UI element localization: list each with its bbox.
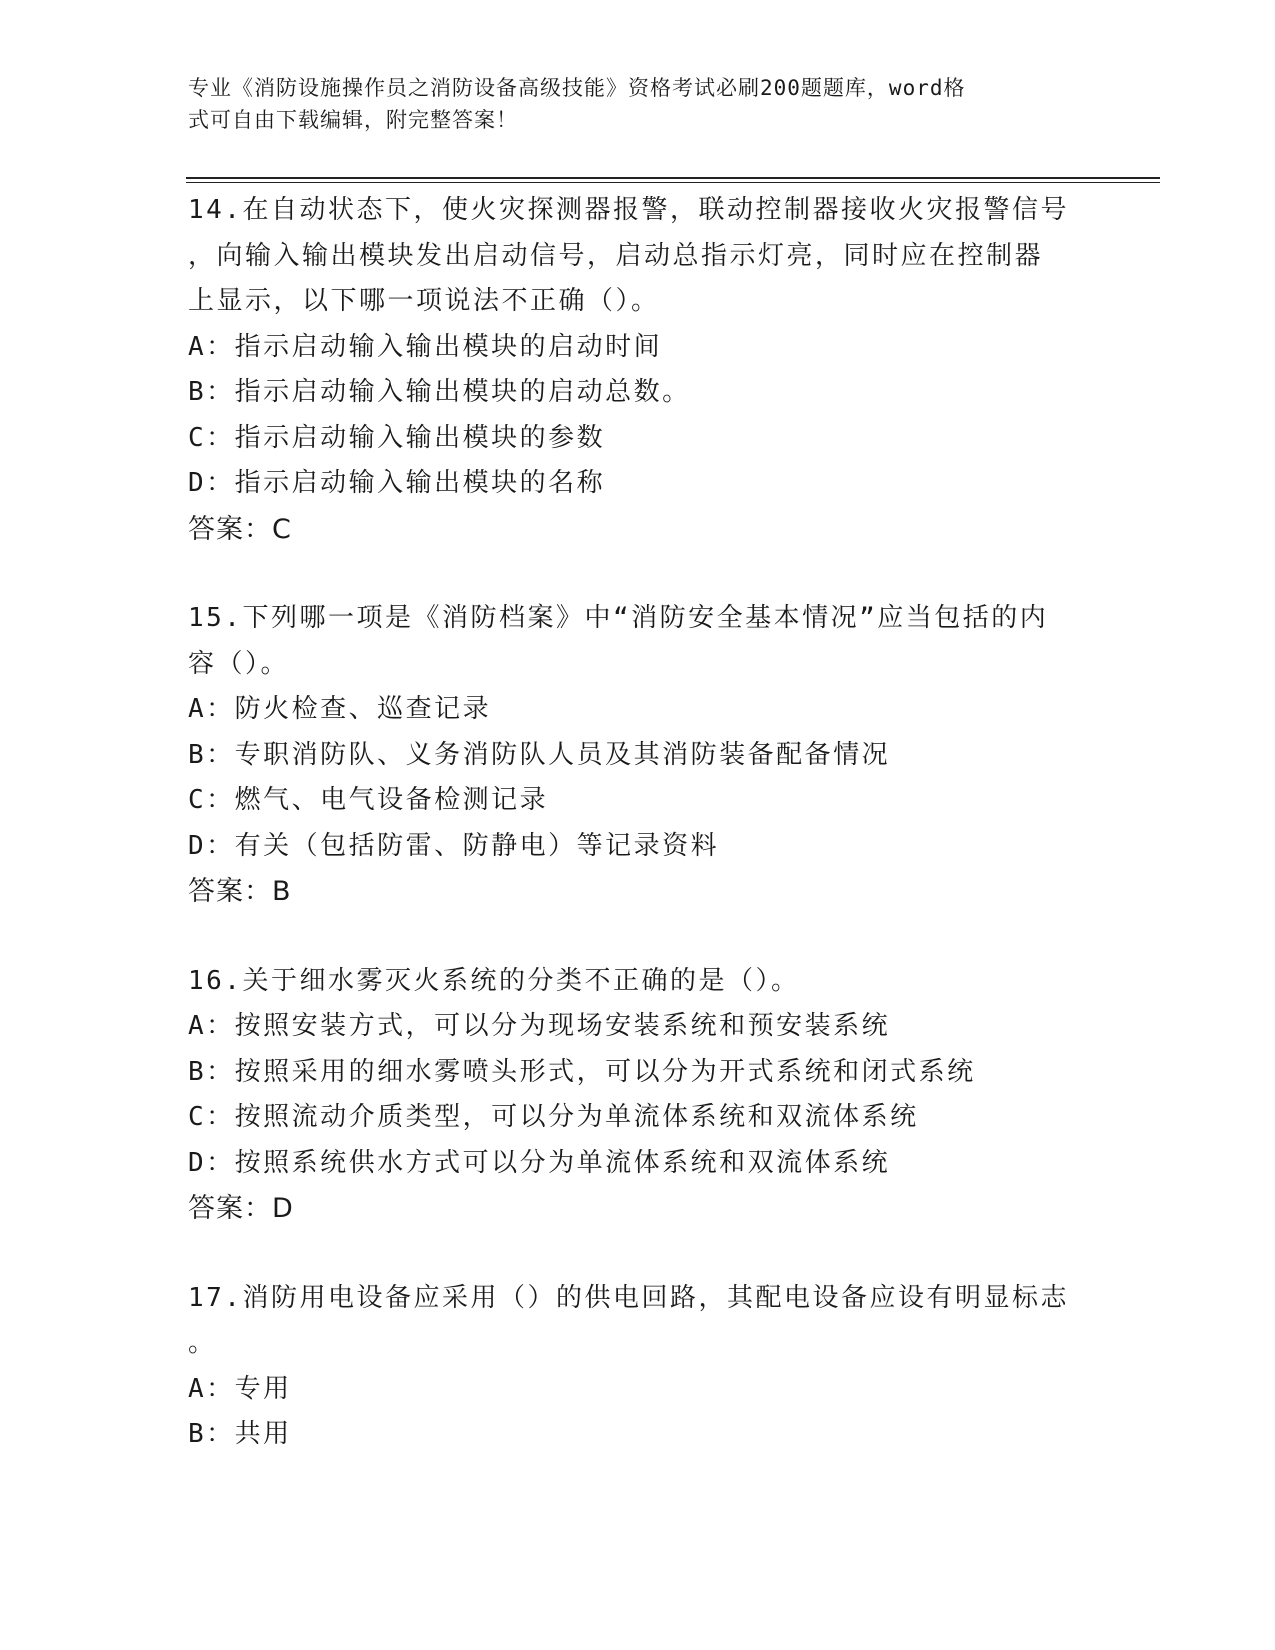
question-stem-line: 容（）。 [188, 648, 290, 679]
question-stem-line: 上显示，以下哪一项说法不正确（）。 [188, 286, 660, 316]
option-a: A：防火检查、巡查记录 [188, 694, 492, 724]
question-stem-line: 16.关于细水雾灭火系统的分类不正确的是（）。 [188, 965, 800, 996]
question-stem-line: 14.在自动状态下，使火灾探测器报警，联动控制器接收火灾报警信号 [188, 195, 1069, 225]
header-line-2: 式可自由下载编辑，附完整答案！ [188, 108, 518, 132]
header-divider-thick [186, 177, 1160, 179]
question-stem-line: 17.消防用电设备应采用（）的供电回路，其配电设备应设有明显标志 [188, 1282, 1069, 1313]
header-line-1: 专业《消防设施操作员之消防设备高级技能》资格考试必刷200题题库，word格 [188, 76, 966, 100]
option-a: A：专用 [188, 1373, 292, 1404]
document-header [188, 72, 1068, 136]
spacer [188, 552, 1088, 596]
spacer [188, 915, 1088, 959]
question-14 [188, 188, 1088, 552]
option-b: B：按照采用的细水雾喷头形式，可以分为开式系统和闭式系统 [188, 1056, 976, 1087]
question-stem-line: ，向输入输出模块发出启动信号，启动总指示灯亮，同时应在控制器 [188, 240, 1044, 271]
option-a: A：指示启动输入输出模块的启动时间 [188, 331, 663, 362]
option-d: D：按照系统供水方式可以分为单流体系统和双流体系统 [188, 1147, 891, 1178]
answer-line: 答案：B [188, 876, 292, 907]
question-list [188, 188, 1088, 1458]
option-a: A：按照安装方式，可以分为现场安装系统和预安装系统 [188, 1011, 891, 1041]
header-divider-thin [186, 182, 1160, 183]
option-c: C：指示启动输入输出模块的参数 [188, 422, 606, 453]
question-15 [188, 596, 1088, 915]
option-d: D：指示启动输入输出模块的名称 [188, 468, 606, 498]
option-d: D：有关（包括防雷、防静电）等记录资料 [188, 830, 720, 861]
option-b: B：专职消防队、义务消防队人员及其消防装备配备情况 [188, 739, 891, 770]
answer-line: 答案：C [188, 513, 292, 545]
answer-line: 答案：D [188, 1193, 294, 1224]
question-16 [188, 959, 1088, 1232]
option-b: B：指示启动输入输出模块的启动总数。 [188, 377, 691, 407]
question-stem-line: 。 [188, 1328, 217, 1358]
spacer [188, 1232, 1088, 1276]
option-b: B：共用 [188, 1419, 292, 1449]
option-c: C：按照流动介质类型，可以分为单流体系统和双流体系统 [188, 1102, 919, 1132]
question-17 [188, 1276, 1088, 1458]
option-c: C：燃气、电气设备检测记录 [188, 785, 549, 815]
question-stem-line: 15.下列哪一项是《消防档案》中“消防安全基本情况”应当包括的内 [188, 603, 1049, 633]
